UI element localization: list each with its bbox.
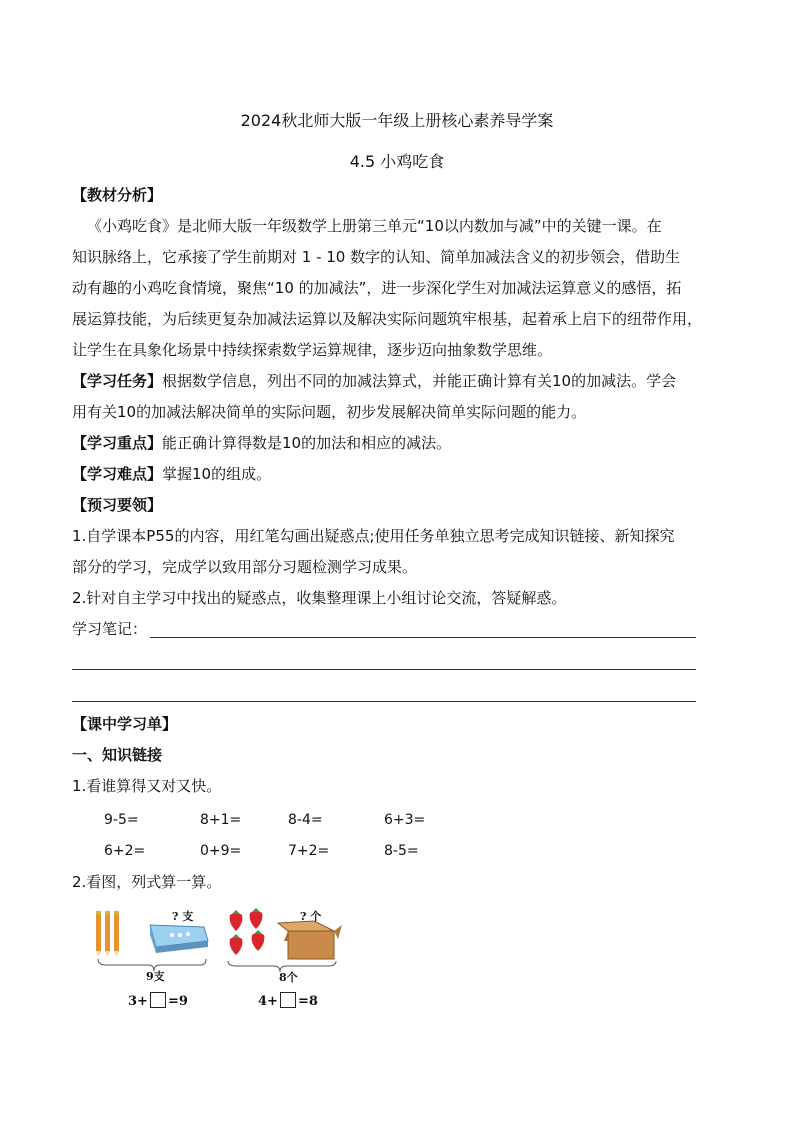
task-line-2: 用有关10的加减法解决简单的实际问题，初步发展解决简单实际问题的能力。 xyxy=(72,403,587,421)
equation: 6+2= xyxy=(104,843,146,859)
pencils-total-label: 9支 xyxy=(146,970,165,983)
box-unknown-label: ? 个 xyxy=(300,910,322,923)
key-point-text: 能正确计算得数是10的加法和相应的减法。 xyxy=(162,434,452,452)
preview-item-1: 1.自学课本P55的内容，用红笔勾画出疑惑点;使用任务单独立思考完成知识链接、新知探究 xyxy=(72,527,675,545)
fill-equation-1 xyxy=(128,992,188,1009)
analysis-line: 知识脉络上，它承接了学生前期对 1 - 10 数字的认知、简单加减法含义的初步领会，借助生 xyxy=(72,248,681,266)
strawberry-icon xyxy=(230,934,243,955)
equation: 8-4= xyxy=(288,812,323,828)
analysis-heading: 【教材分析】 xyxy=(72,186,163,204)
analysis-line: 动有趣的小鸡吃食情境，聚焦“10 的加减法”，进一步深化学生对加减法运算意义的感悟，拓 xyxy=(72,279,682,297)
pencil-icon xyxy=(96,911,101,957)
strawberry-icon xyxy=(230,910,243,931)
preview-heading: 【预习要领】 xyxy=(72,496,163,514)
eq-right: =9 xyxy=(167,994,188,1009)
notes-line[interactable] xyxy=(150,637,696,638)
notes-line[interactable] xyxy=(72,669,696,670)
equation: 8-5= xyxy=(384,843,419,859)
key-point-label: 【学习重点】 xyxy=(72,434,163,452)
analysis-line: 展运算技能，为后续更复杂加减法运算以及解决实际问题筑牢根基，起着承上启下的纽带作用， xyxy=(72,310,703,328)
strawberry-icon xyxy=(252,930,265,951)
task-line-1 xyxy=(72,366,724,397)
lesson-title: 4.5 小鸡吃食 xyxy=(349,152,445,171)
notes-label: 学习笔记： xyxy=(72,620,148,638)
difficulty xyxy=(72,459,724,490)
notes-line[interactable] xyxy=(72,701,696,702)
answer-box[interactable] xyxy=(150,992,166,1008)
analysis-line: 让学生在具象化场景中持续探索数学运算规律，逐步迈向抽象数学思维。 xyxy=(72,341,553,359)
lesson-heading: 【课中学习单】 xyxy=(72,715,178,733)
strawberry-icon xyxy=(250,908,263,929)
question-2: 2.看图，列式算一算。 xyxy=(72,873,222,891)
preview-item-2: 2.针对自主学习中找出的疑惑点，收集整理课上小组讨论交流，答疑解惑。 xyxy=(72,589,567,607)
eq-left: 3+ xyxy=(128,994,148,1009)
eq-left: 4+ xyxy=(258,994,278,1009)
task-text: 根据数学信息，列出不同的加减法算式，并能正确计算有关10的加减法。学会 xyxy=(162,372,677,390)
question-1: 1.看谁算得又对又快。 xyxy=(72,777,222,795)
pencil-case-unknown-label: ? 支 xyxy=(172,910,194,923)
difficulty-text: 掌握10的组成。 xyxy=(162,465,272,483)
document-title: 2024秋北师大版一年级上册核心素养导学案 xyxy=(240,111,554,130)
pencil-case-icon xyxy=(150,925,208,953)
box-icon xyxy=(278,921,342,959)
equation: 6+3= xyxy=(384,812,426,828)
key-point xyxy=(72,428,724,459)
fill-equation-2 xyxy=(258,992,318,1009)
difficulty-label: 【学习难点】 xyxy=(72,465,163,483)
preview-item-1-cont: 部分的学习，完成学以致用部分习题检测学习成果。 xyxy=(72,558,418,576)
analysis-line: 《小鸡吃食》是北师大版一年级数学上册第三单元“10以内数加与减”中的关键一课。在 xyxy=(87,217,662,235)
equation: 8+1= xyxy=(200,812,242,828)
equation: 0+9= xyxy=(200,843,242,859)
equation: 7+2= xyxy=(288,843,330,859)
strawberries-total-label: 8个 xyxy=(279,971,298,984)
task-label: 【学习任务】 xyxy=(72,372,163,390)
pencil-icon xyxy=(114,911,119,957)
answer-box[interactable] xyxy=(280,992,296,1008)
eq-right: =8 xyxy=(297,994,318,1009)
section-knowledge-link: 一、知识链接 xyxy=(72,746,163,764)
equation: 9-5= xyxy=(104,812,139,828)
pencil-icon xyxy=(105,911,110,957)
